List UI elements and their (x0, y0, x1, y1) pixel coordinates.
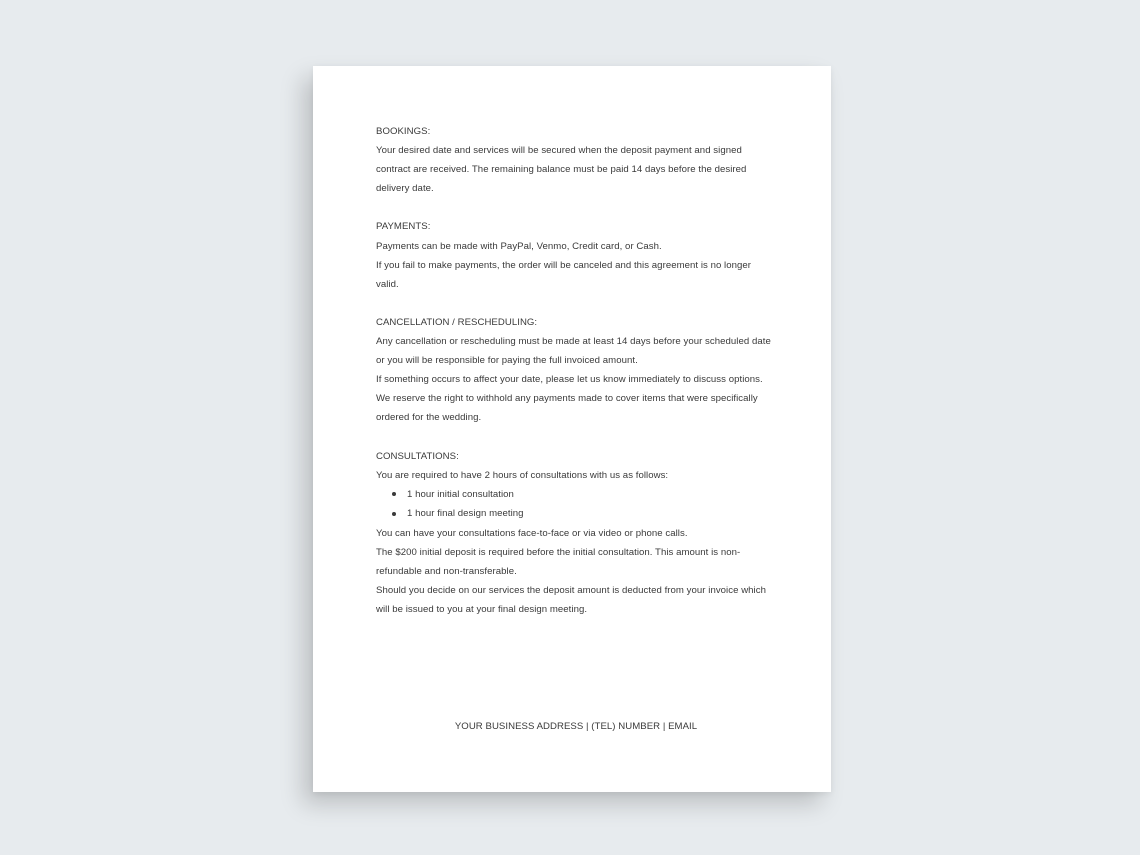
section-heading: PAYMENTS: (376, 221, 431, 233)
section-paragraph: If something occurs to affect your date, please let us know immediately to discuss options. (376, 374, 763, 386)
section-paragraph: Payments can be made with PayPal, Venmo, Credit card, or Cash. (376, 240, 662, 252)
list-item: 1 hour initial consultation (407, 485, 776, 505)
section-bookings (376, 122, 776, 198)
section-payments (376, 217, 776, 293)
section-heading: BOOKINGS: (376, 126, 431, 137)
section-paragraph: We reserve the right to withhold any payments made to cover items that were specifically ordered for the wedding. (376, 393, 758, 424)
section-paragraph: Your desired date and services will be secured when the deposit payment and signed contract are received. The remaining balance must be paid 14 days before the desired delivery date. (376, 145, 747, 195)
section-paragraph: The $200 initial deposit is required before the initial consultation. This amount is non-refundable and non-transferable. (376, 547, 741, 578)
section-paragraph: If you fail to make payments, the order will be canceled and this agreement is no longer valid. (376, 259, 752, 290)
section-heading: CONSULTATIONS: (376, 450, 459, 462)
consultation-list (376, 485, 776, 524)
document-page (313, 66, 831, 792)
section-paragraph: You can have your consultations face-to-face or via video or phone calls. (376, 527, 688, 539)
document-footer: YOUR BUSINESS ADDRESS | (TEL) NUMBER | EMAIL (454, 721, 698, 732)
section-intro: You are required to have 2 hours of consultations with us as follows: (376, 469, 669, 481)
section-paragraph: Should you decide on our services the deposit amount is deducted from your invoice which will be issued to you at your final design meeting. (376, 585, 766, 616)
document-body (376, 122, 776, 639)
section-paragraph: Any cancellation or rescheduling must be made at least 14 days before your scheduled date or you will be responsible for paying the full invoiced amount. (376, 336, 771, 367)
section-consultations (376, 447, 776, 620)
section-cancellation (376, 313, 776, 428)
list-item: 1 hour final design meeting (407, 504, 776, 524)
section-heading: CANCELLATION / RESCHEDULING: (376, 316, 538, 328)
